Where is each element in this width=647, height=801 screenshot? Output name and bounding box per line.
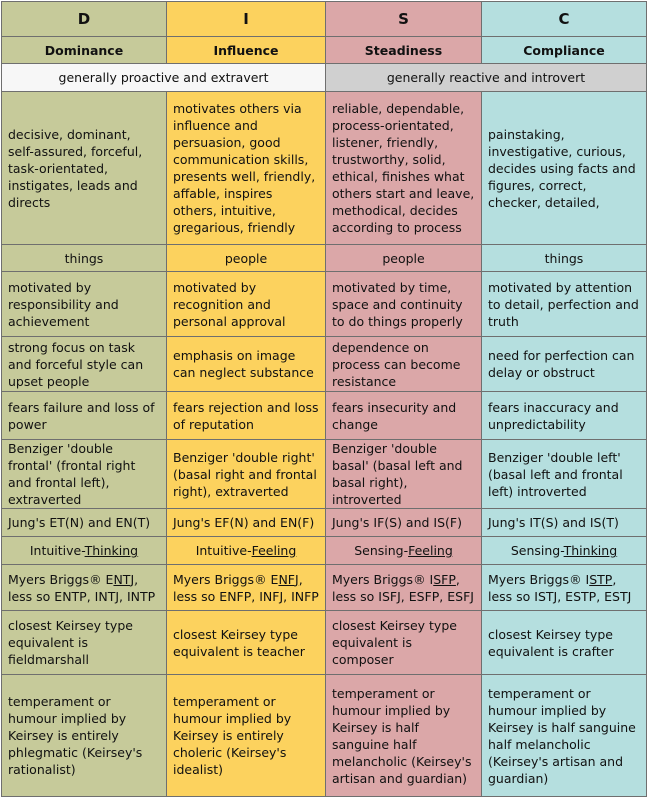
traits-c: painstaking, investigative, curious, decides using facts and figures, correct, checker, detailed, — [482, 92, 647, 245]
motivation-i: motivated by recognition and personal approval — [167, 272, 326, 337]
risk-s: dependence on process can become resistance — [326, 337, 482, 392]
mode-d: Intuitive-Thinking — [2, 537, 167, 565]
benziger-c: Benziger 'double left' (basal left and frontal left) introverted — [482, 440, 647, 509]
tendency-reactive: generally reactive and introvert — [326, 64, 647, 92]
traits-d: decisive, dominant, self-assured, forceful, task-orientated, instigates, leads and directs — [2, 92, 167, 245]
jung-d: Jung's ET(N) and EN(T) — [2, 509, 167, 537]
style-dominance: Dominance — [2, 37, 167, 64]
traits-i: motivates others via influence and persuasion, good communication skills, presents well, friendly, affable, inspires others, intuitive, gregarious, friendly — [167, 92, 326, 245]
style-compliance: Compliance — [482, 37, 647, 64]
mode-i: Intuitive-Feeling — [167, 537, 326, 565]
motivation-d: motivated by responsibility and achievement — [2, 272, 167, 337]
fears-s: fears insecurity and change — [326, 392, 482, 440]
benziger-d: Benziger 'double frontal' (frontal right and frontal left), extraverted — [2, 440, 167, 509]
focus-d: things — [2, 245, 167, 272]
mbti-i-code: NFJ — [278, 571, 299, 587]
letter-s: S — [326, 2, 482, 37]
mbti-row — [2, 565, 647, 611]
risk-i: emphasis on image can neglect substance — [167, 337, 326, 392]
traits-s: reliable, dependable, process-orientated, listener, friendly, trustworthy, solid, ethical, finishes what others start and leave, methodical, decides according to process — [326, 92, 482, 245]
style-row — [2, 37, 647, 64]
mbti-c: Myers Briggs® ISTP, less so ISTJ, ESTP, ESTJ — [482, 565, 647, 611]
mbti-i: Myers Briggs® ENFJ, less so ENFP, INFJ, INFP — [167, 565, 326, 611]
temperament-c: temperament or humour implied by Keirsey is half sanguine half melancholic (Keirsey's artisan and guardian) — [482, 675, 647, 797]
benziger-row — [2, 440, 647, 509]
keirsey-row — [2, 611, 647, 675]
tendency-row — [2, 64, 647, 92]
mode-i-emphasis: Feeling — [251, 543, 297, 558]
risk-row — [2, 337, 647, 392]
temperament-s: temperament or humour implied by Keirsey is half sanguine half melancholic (Keirsey's artisan and guardian) — [326, 675, 482, 797]
letter-c: C — [482, 2, 647, 37]
focus-c: things — [482, 245, 647, 272]
fears-c: fears inaccuracy and unpredictability — [482, 392, 647, 440]
focus-s: people — [326, 245, 482, 272]
motivation-s: motivated by time, space and continuity to do things properly — [326, 272, 482, 337]
benziger-i: Benziger 'double right' (basal right and frontal right), extraverted — [167, 440, 326, 509]
mode-row — [2, 537, 647, 565]
temperament-i: temperament or humour implied by Keirsey is entirely choleric (Keirsey's idealist) — [167, 675, 326, 797]
mode-s: Sensing-Feeling — [326, 537, 482, 565]
risk-c: need for perfection can delay or obstruct — [482, 337, 647, 392]
mbti-d: Myers Briggs® ENTJ, less so ENTP, INTJ, INTP — [2, 565, 167, 611]
mode-s-emphasis: Feeling — [408, 543, 453, 558]
fears-d: fears failure and loss of power — [2, 392, 167, 440]
focus-row — [2, 245, 647, 272]
jung-i: Jung's EF(N) and EN(F) — [167, 509, 326, 537]
style-influence: Influence — [167, 37, 326, 64]
motivation-c: motivated by attention to detail, perfection and truth — [482, 272, 647, 337]
mode-c: Sensing-Thinking — [482, 537, 647, 565]
temperament-d: temperament or humour implied by Keirsey is entirely phlegmatic (Keirsey's rationalist) — [2, 675, 167, 797]
keirsey-c: closest Keirsey type equivalent is crafter — [482, 611, 647, 675]
keirsey-d: closest Keirsey type equivalent is fieldmarshall — [2, 611, 167, 675]
mbti-s-code: SFP — [433, 571, 456, 587]
temperament-row — [2, 675, 647, 797]
disc-comparison-table — [1, 1, 647, 797]
keirsey-i: closest Keirsey type equivalent is teacher — [167, 611, 326, 675]
letter-row — [2, 2, 647, 37]
jung-row — [2, 509, 647, 537]
tendency-proactive: generally proactive and extravert — [2, 64, 326, 92]
mbti-d-code: NTJ — [113, 571, 135, 587]
focus-i: people — [167, 245, 326, 272]
mode-d-emphasis: Thinking — [84, 543, 139, 558]
fears-i: fears rejection and loss of reputation — [167, 392, 326, 440]
mbti-s: Myers Briggs® ISFP, less so ISFJ, ESFP, ESFJ — [326, 565, 482, 611]
mode-c-emphasis: Thinking — [563, 543, 618, 558]
risk-d: strong focus on task and forceful style can upset people — [2, 337, 167, 392]
benziger-s: Benziger 'double basal' (basal left and basal right), introverted — [326, 440, 482, 509]
mbti-c-code: STP — [589, 571, 613, 587]
jung-c: Jung's IT(S) and IS(T) — [482, 509, 647, 537]
fears-row — [2, 392, 647, 440]
style-steadiness: Steadiness — [326, 37, 482, 64]
letter-i: I — [167, 2, 326, 37]
motivation-row — [2, 272, 647, 337]
jung-s: Jung's IF(S) and IS(F) — [326, 509, 482, 537]
keirsey-s: closest Keirsey type equivalent is composer — [326, 611, 482, 675]
letter-d: D — [2, 2, 167, 37]
traits-row — [2, 92, 647, 245]
